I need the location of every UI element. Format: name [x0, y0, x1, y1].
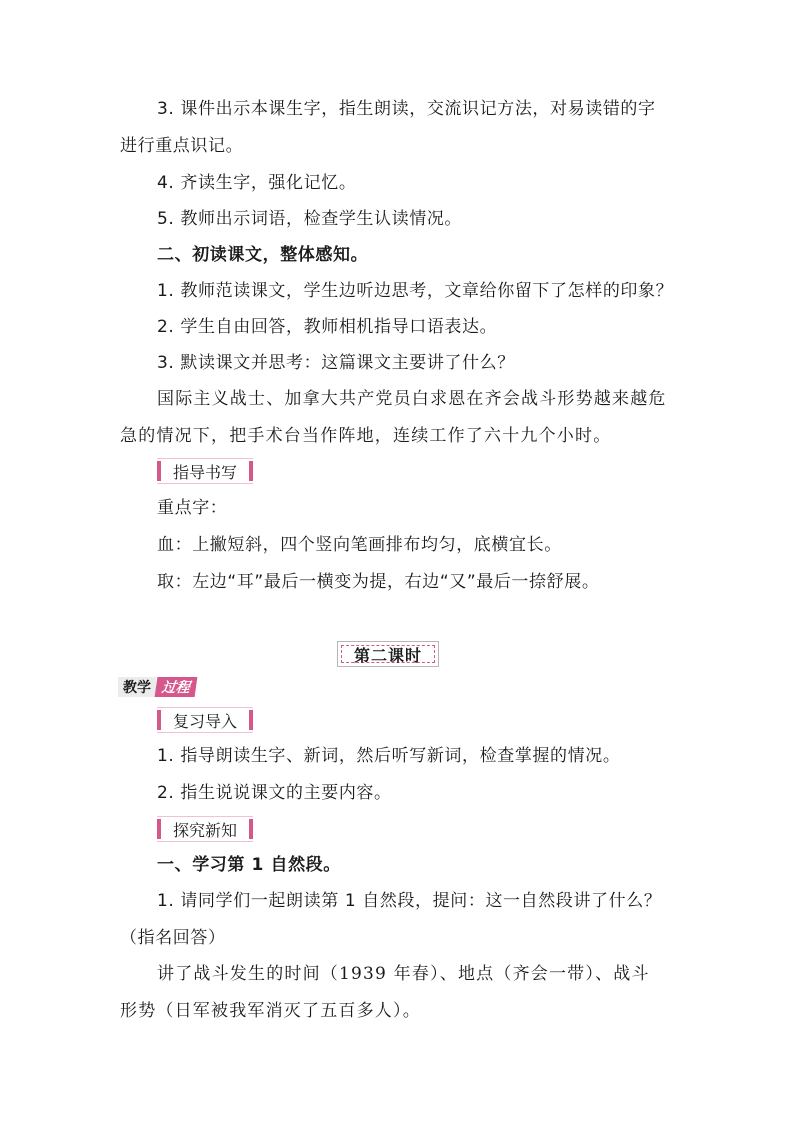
section-heading: 一、学习第 1 自然段。	[157, 855, 341, 875]
paragraph-line: 1. 指导朗读生字、新词，然后听写新词，检查掌握的情况。	[157, 746, 621, 766]
paragraph-line: 2. 学生自由回答，教师相机指导口语表达。	[157, 317, 498, 337]
lesson-title: 第二课时	[337, 641, 439, 667]
tag-bar	[249, 710, 253, 730]
section-tag-explore	[157, 816, 253, 842]
paragraph-line: 1. 教师范读课文，学生边听边思考，文章给你留下了怎样的印象？	[157, 281, 674, 301]
paragraph-line: 2. 指生说说课文的主要内容。	[157, 783, 392, 803]
section-tag-writing	[157, 458, 253, 484]
tag-bar	[157, 819, 161, 839]
paragraph-line: 血：上撇短斜，四个竖向笔画排布均匀，底横宜长。	[157, 535, 562, 555]
tag-label: 复习导入	[173, 711, 238, 731]
tag-bar	[249, 461, 253, 481]
tag-bar	[157, 710, 161, 730]
badge-right: 过程	[155, 677, 198, 697]
answer-line: 国际主义战士、加拿大共产党员白求恩在齐会战斗形势越来越危	[157, 389, 667, 409]
paragraph-line: 1. 请同学们一起朗读第 1 自然段，提问：这一自然段讲了什么？	[157, 891, 662, 911]
paragraph-line: 3. 默读课文并思考：这篇课文主要讲了什么？	[157, 353, 515, 373]
paragraph-line: 进行重点识记。	[120, 136, 244, 156]
paragraph-line: （指名回答）	[120, 928, 226, 948]
tag-bar	[157, 461, 161, 481]
paragraph-line: 重点字：	[157, 498, 228, 518]
section-heading: 二、初读课文，整体感知。	[157, 245, 369, 265]
answer-line: 形势（日军被我军消灭了五百多人）。	[120, 1001, 421, 1021]
answer-line: 讲了战斗发生的时间（1939 年春）、地点（齐会一带）、战斗	[157, 964, 650, 984]
section-tag-review	[157, 707, 253, 733]
tag-label: 探究新知	[173, 820, 238, 840]
paragraph-line: 取：左边“耳”最后一横变为提，右边“又”最后一捺舒展。	[157, 572, 600, 592]
answer-line: 急的情况下，把手术台当作阵地，连续工作了六十九个小时。	[120, 426, 612, 446]
tag-label: 指导书写	[173, 462, 238, 482]
badge-left: 教学	[118, 677, 156, 697]
process-badge	[118, 677, 196, 697]
paragraph-line: 3. 课件出示本课生字，指生朗读，交流识记方法，对易读错的字	[157, 99, 656, 119]
paragraph-line: 5. 教师出示词语，检查学生认读情况。	[157, 209, 463, 229]
paragraph-line: 4. 齐读生字，强化记忆。	[157, 173, 357, 193]
tag-bar	[249, 819, 253, 839]
